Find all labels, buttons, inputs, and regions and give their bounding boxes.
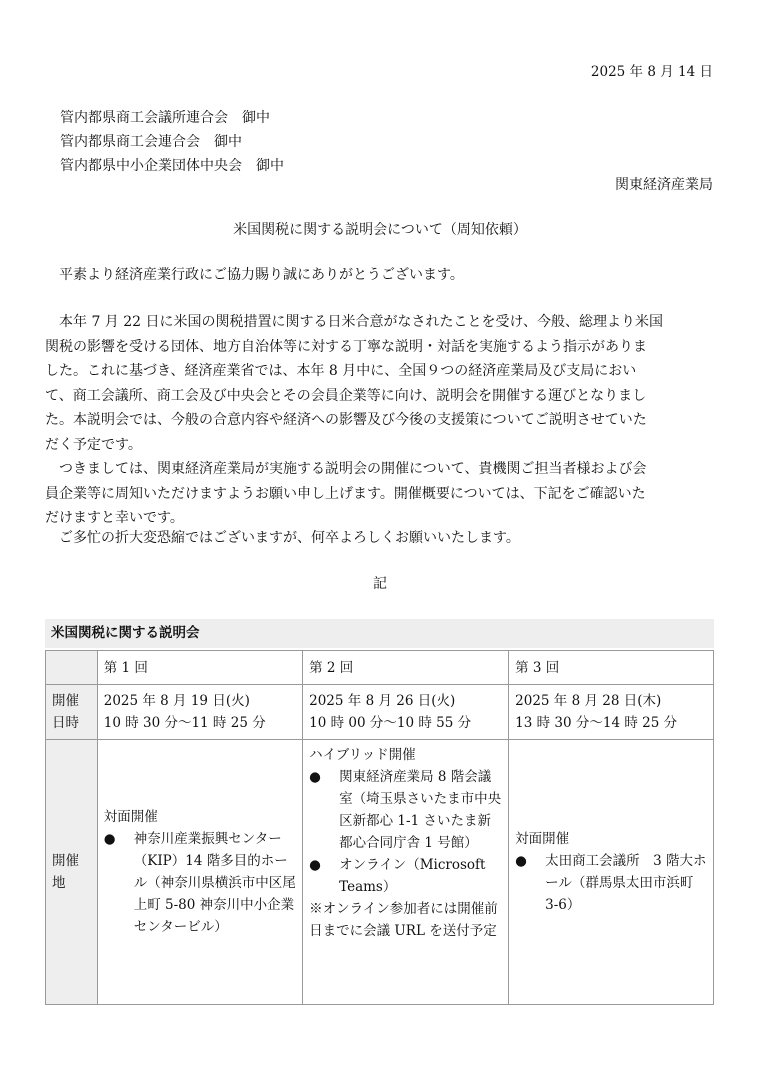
venue-item-text: 関東経済産業局 8 階会議室（埼玉県さいたま市中央区新都心 1-1 さいたま新都心合同庁舎 1 号館） [339, 769, 502, 851]
sender: 関東経済産業局 [615, 177, 713, 193]
addressee-list [60, 106, 284, 178]
bullet-icon: ● [309, 769, 321, 785]
table-title: 米国関税に関する説明会 [45, 619, 714, 648]
table-header-row [46, 651, 714, 685]
venue-mode: ハイブリッド開催 [309, 747, 416, 763]
session-header: 第 1 回 [97, 651, 302, 685]
corner-cell [46, 651, 98, 685]
greeting-paragraph: 平素より経済産業行政にご協力賜り誠にありがとうございます。 [59, 267, 464, 283]
venue-note: ※オンライン参加者には開催前日までに会議 URL を送付予定 [309, 901, 498, 939]
venue-mode: 対面開催 [103, 809, 158, 825]
body-line: だく予定です。 [45, 436, 142, 453]
session-header: 第 2 回 [303, 651, 509, 685]
venue-cell [509, 740, 714, 1005]
ki-heading: 記 [373, 576, 387, 592]
closing-paragraph: ご多忙の折大変恐縮ではございますが、何卒よろしくお願いいたします。 [59, 530, 520, 546]
venue-item-text: 神奈川産業振興センター（KIP）14 階多目的ホール（神奈川県横浜市中区尾上町 5-80 神奈川中小企業センタービル） [133, 831, 296, 935]
venue-item [309, 854, 502, 898]
addressee: 管内都県商工会連合会 御中 [60, 134, 242, 150]
venue-cell [303, 740, 509, 1005]
body-line: た。本説明会では、今般の合意内容や経済への影響及び今後の支援策についてご説明させていた [45, 412, 647, 428]
body-line: 員企業等に周知いただけますようお願い申し上げます。開催概要については、下記をご確認いた [45, 485, 646, 502]
schedule-table [45, 650, 714, 1005]
body-paragraph [45, 310, 715, 531]
session-header: 第 3 回 [509, 651, 714, 685]
body-line: だけますと幸いです。 [45, 510, 184, 526]
body-line: て、商工会議所、商工会及び中央会とその会員企業等に向け、説明会を開催する運びとなりまし [45, 387, 647, 404]
datetime-cell [509, 685, 714, 740]
bullet-icon: ● [515, 853, 527, 869]
session-date: 2025 年 8 月 28 日(木) [515, 693, 662, 709]
addressee: 管内都県中小企業団体中央会 御中 [60, 158, 284, 174]
datetime-row [46, 685, 714, 740]
datetime-cell [97, 685, 302, 740]
bullet-icon: ● [103, 831, 116, 847]
body-line: 関税の影響を受ける団体、地方自治体等に対する丁寧な説明・対話を実施するよう指示がありま [45, 338, 647, 355]
body-line: した。これに基づき、経済産業省では、本年 8 月中に、全国９つの経済産業局及び支局におい [45, 363, 637, 379]
venue-cell [97, 740, 302, 1005]
document-title: 米国関税に関する説明会について（周知依頼） [233, 222, 527, 238]
venue-item-text: 太田商工会議所 3 階大ホール（群馬県太田市浜町 3-6） [545, 853, 707, 913]
venue-mode: 対面開催 [515, 831, 570, 847]
venue-item [309, 766, 502, 854]
venue-row [46, 740, 714, 1005]
session-time: 13 時 30 分～14 時 25 分 [515, 715, 678, 731]
datetime-cell [303, 685, 509, 740]
session-date: 2025 年 8 月 19 日(火) [103, 693, 250, 709]
addressee: 管内都県商工会議所連合会 御中 [60, 110, 270, 126]
session-date: 2025 年 8 月 26 日(火) [309, 693, 456, 709]
row-label [46, 685, 98, 740]
row-label [46, 740, 98, 1005]
datetime-label: 開催日時 [52, 693, 79, 731]
venue-item [515, 850, 707, 916]
body-line: 本年 7 月 22 日に米国の関税措置に関する日米合意がなされたことを受け、今般、総理より米国 [45, 314, 663, 330]
session-time: 10 時 00 分～10 時 55 分 [309, 715, 472, 731]
bullet-icon: ● [309, 857, 321, 873]
body-line: つきましては、関東経済産業局が実施する説明会の開催について、貴機関ご担当者様および会 [45, 461, 647, 477]
session-time: 10 時 30 分～11 時 25 分 [103, 715, 266, 731]
venue-item-text: オンライン（Microsoft Teams） [339, 857, 486, 895]
venue-label: 開催地 [52, 853, 79, 891]
document-date: 2025 年 8 月 14 日 [590, 64, 713, 80]
venue-item [104, 828, 296, 938]
